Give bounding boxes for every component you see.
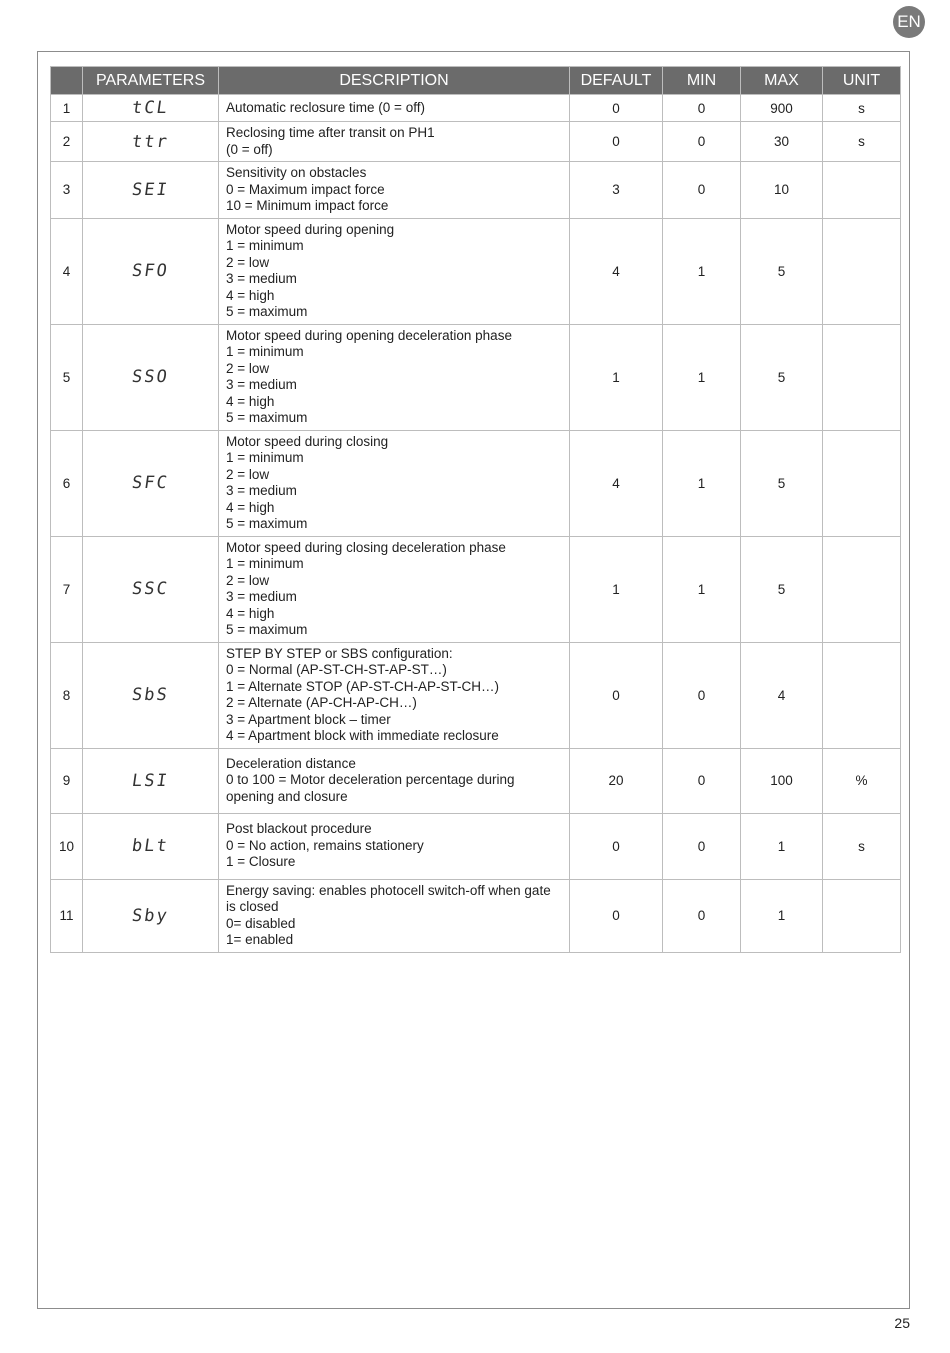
- description-line: 2 = low: [226, 360, 270, 376]
- table-body: [51, 95, 901, 953]
- parameter-code: tCL: [130, 98, 171, 118]
- row-number: 11: [51, 879, 83, 952]
- default-value: 0: [570, 642, 663, 748]
- min-value: 1: [663, 430, 741, 536]
- description-line: Motor speed during opening: [226, 221, 395, 237]
- description-line: 2 = low: [226, 572, 270, 588]
- max-value: 900: [741, 95, 823, 122]
- parameter-code-cell: [83, 748, 219, 813]
- description-line: is closed: [226, 899, 279, 914]
- unit-value: %: [823, 748, 901, 813]
- description-line: 4 = Apartment block with immediate reclosure: [226, 728, 499, 743]
- row-number: 9: [51, 748, 83, 813]
- default-value: 4: [570, 218, 663, 324]
- description-line: 5 = maximum: [226, 304, 308, 319]
- table-row: [51, 122, 901, 162]
- description-line: 3 = medium: [226, 271, 297, 286]
- default-value: 1: [570, 324, 663, 430]
- parameter-code-cell: [83, 95, 219, 122]
- unit-value: [823, 430, 901, 536]
- table-row: [51, 430, 901, 536]
- description-line: 0 = Maximum impact force: [226, 181, 385, 197]
- description-line: (0 = off): [226, 141, 273, 157]
- description-line: Energy saving: enables photocell switch-off when gate: [226, 882, 551, 898]
- parameter-code: Sby: [130, 905, 171, 926]
- min-value: 0: [663, 122, 741, 162]
- parameter-code: SSC: [130, 579, 171, 599]
- header-unit: UNIT: [823, 67, 901, 95]
- parameter-code: SFC: [130, 473, 171, 493]
- description-line: 1 = minimum: [226, 238, 304, 253]
- max-value: 1: [741, 813, 823, 879]
- default-value: 1: [570, 536, 663, 642]
- description-line: 4 = high: [226, 605, 275, 621]
- description-line: Motor speed during closing deceleration phase: [226, 539, 506, 555]
- min-value: 1: [663, 536, 741, 642]
- description-line: 4 = high: [226, 287, 275, 303]
- header-max: MAX: [741, 67, 823, 95]
- unit-value: [823, 324, 901, 430]
- row-number: 5: [51, 324, 83, 430]
- default-value: 0: [570, 813, 663, 879]
- description-line: 3 = medium: [226, 377, 297, 392]
- max-value: 5: [741, 430, 823, 536]
- description-line: 4 = high: [226, 393, 275, 409]
- description-cell: [219, 162, 570, 219]
- parameter-code: SbS: [130, 685, 171, 705]
- language-badge: EN: [893, 6, 925, 38]
- default-value: 0: [570, 879, 663, 952]
- parameter-code-cell: [83, 642, 219, 748]
- description-line: 4 = high: [226, 499, 275, 515]
- description-line: 10 = Minimum impact force: [226, 198, 389, 213]
- max-value: 5: [741, 536, 823, 642]
- description-line: 1 = Closure: [226, 854, 296, 870]
- description-line: 5 = maximum: [226, 622, 308, 637]
- parameter-code-cell: [83, 162, 219, 219]
- default-value: 4: [570, 430, 663, 536]
- max-value: 4: [741, 642, 823, 748]
- max-value: 5: [741, 218, 823, 324]
- parameter-code-cell: [83, 218, 219, 324]
- row-number: 10: [51, 813, 83, 879]
- row-number: 3: [51, 162, 83, 219]
- table-header-row: [51, 67, 901, 95]
- unit-value: [823, 162, 901, 219]
- table-row: [51, 95, 901, 122]
- row-number: 1: [51, 95, 83, 122]
- table-row: [51, 162, 901, 219]
- description-line: 0 to 100 = Motor deceleration percentage during: [226, 772, 515, 788]
- header-parameters: PARAMETERS: [83, 67, 219, 95]
- description-line: 3 = medium: [226, 483, 297, 498]
- description-cell: [219, 748, 570, 813]
- unit-value: [823, 218, 901, 324]
- description-cell: [219, 642, 570, 748]
- description-line: Post blackout procedure: [226, 821, 372, 837]
- max-value: 5: [741, 324, 823, 430]
- min-value: 0: [663, 879, 741, 952]
- description-cell: [219, 95, 570, 122]
- description-cell: [219, 879, 570, 952]
- description-line: 1 = Alternate STOP (AP-ST-CH-AP-ST-CH…): [226, 678, 499, 694]
- unit-value: s: [823, 813, 901, 879]
- description-line: 3 = Apartment block – timer: [226, 711, 391, 727]
- parameter-code-cell: [83, 536, 219, 642]
- description-line: Reclosing time after transit on PH1: [226, 125, 435, 140]
- row-number: 2: [51, 122, 83, 162]
- parameter-code: SEI: [130, 179, 171, 200]
- table-row: [51, 642, 901, 748]
- header-default: DEFAULT: [570, 67, 663, 95]
- min-value: 0: [663, 162, 741, 219]
- table-row: [51, 879, 901, 952]
- default-value: 20: [570, 748, 663, 813]
- description-line: Automatic reclosure time (0 = off): [226, 99, 425, 115]
- description-line: opening and closure: [226, 788, 348, 804]
- parameter-code: SSO: [130, 367, 171, 387]
- unit-value: [823, 642, 901, 748]
- unit-value: s: [823, 122, 901, 162]
- row-number: 8: [51, 642, 83, 748]
- parameter-code: bLt: [130, 836, 171, 856]
- unit-value: s: [823, 95, 901, 122]
- parameter-code-cell: [83, 430, 219, 536]
- description-line: 1 = minimum: [226, 556, 304, 571]
- header-min: MIN: [663, 67, 741, 95]
- parameter-code-cell: [83, 324, 219, 430]
- description-cell: [219, 430, 570, 536]
- min-value: 1: [663, 218, 741, 324]
- description-line: 1 = minimum: [226, 450, 304, 465]
- default-value: 0: [570, 95, 663, 122]
- description-line: 1 = minimum: [226, 344, 304, 359]
- description-line: 5 = maximum: [226, 410, 308, 425]
- max-value: 10: [741, 162, 823, 219]
- table-row: [51, 536, 901, 642]
- unit-value: [823, 536, 901, 642]
- default-value: 0: [570, 122, 663, 162]
- description-line: 2 = low: [226, 254, 270, 270]
- page-number: 25: [894, 1315, 910, 1331]
- min-value: 0: [663, 748, 741, 813]
- description-line: 0 = Normal (AP-ST-CH-ST-AP-ST…): [226, 662, 447, 677]
- min-value: 0: [663, 813, 741, 879]
- parameter-code-cell: [83, 122, 219, 162]
- max-value: 100: [741, 748, 823, 813]
- description-line: Deceleration distance: [226, 755, 356, 771]
- table-row: [51, 748, 901, 813]
- min-value: 1: [663, 324, 741, 430]
- max-value: 30: [741, 122, 823, 162]
- description-cell: [219, 218, 570, 324]
- header-number: [51, 67, 83, 95]
- description-line: STEP BY STEP or SBS configuration:: [226, 645, 453, 661]
- max-value: 1: [741, 879, 823, 952]
- min-value: 0: [663, 642, 741, 748]
- description-cell: [219, 122, 570, 162]
- description-cell: [219, 536, 570, 642]
- header-description: DESCRIPTION: [219, 67, 570, 95]
- unit-value: [823, 879, 901, 952]
- table-row: [51, 813, 901, 879]
- description-line: 5 = maximum: [226, 516, 308, 531]
- parameter-code: LSI: [130, 770, 171, 791]
- row-number: 6: [51, 430, 83, 536]
- parameter-code: ttr: [130, 131, 171, 152]
- row-number: 7: [51, 536, 83, 642]
- description-line: 0= disabled: [226, 915, 296, 931]
- description-line: Motor speed during opening deceleration phase: [226, 327, 512, 343]
- description-line: 1= enabled: [226, 932, 294, 947]
- min-value: 0: [663, 95, 741, 122]
- row-number: 4: [51, 218, 83, 324]
- parameters-table: [50, 66, 901, 953]
- description-cell: [219, 324, 570, 430]
- parameter-code: SFO: [130, 261, 171, 281]
- parameter-code-cell: [83, 879, 219, 952]
- description-line: 2 = Alternate (AP-CH-AP-CH…): [226, 695, 417, 710]
- table-row: [51, 324, 901, 430]
- table-row: [51, 218, 901, 324]
- description-line: 0 = No action, remains stationery: [226, 837, 424, 853]
- description-line: 2 = low: [226, 466, 270, 482]
- description-line: Motor speed during closing: [226, 433, 389, 449]
- description-line: Sensitivity on obstacles: [226, 165, 367, 180]
- description-cell: [219, 813, 570, 879]
- description-line: 3 = medium: [226, 589, 297, 604]
- parameter-code-cell: [83, 813, 219, 879]
- default-value: 3: [570, 162, 663, 219]
